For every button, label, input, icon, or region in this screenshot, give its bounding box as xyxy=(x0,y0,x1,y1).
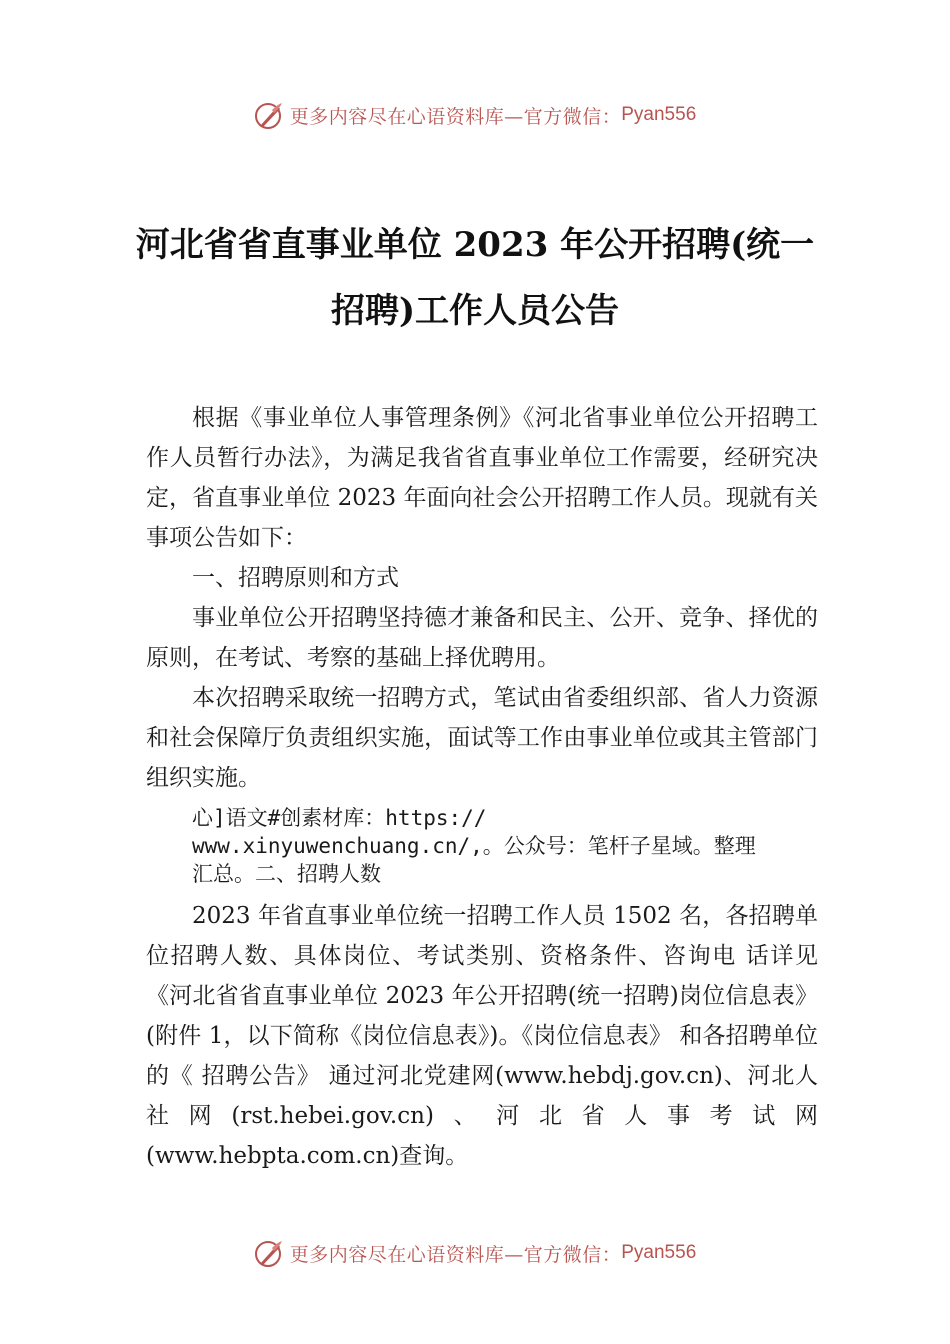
banner-wechat-id: Pyan556 xyxy=(621,1242,697,1263)
header-banner xyxy=(0,95,950,135)
watermark-line-2: www.xinyuwenchuang.cn/,。公众号：笔杆子星域。整理 xyxy=(192,834,756,858)
document-body xyxy=(146,398,818,1176)
paragraph-headcount: 2023 年省直事业单位统一招聘工作人员 1502 名，各招聘单位招聘人数、具体岗位、考试类别、资格条件、咨询电 话详见《河北省省直事业单位 2023 年公开招聘(统一招聘)岗位信息表》(附件 1，以下简称《岗位信息表》)。《岗位信息表》 和各招聘单位的《 招聘公告》 通过河北党建网(www.hebdj.gov.cn)、河北人社网(rst.hebei.gov.cn)、河北省人事考试网(www.hebpta.com.cn)查询。 xyxy=(146,903,818,1169)
paragraph-method: 本次招聘采取统一招聘方式，笔试由省委组织部、省人力资源和社会保障厅负责组织实施，面试等工作由事业单位或其主管部门组织实施。 xyxy=(146,685,818,791)
title-line-2: 招聘)工作人员公告 xyxy=(330,291,620,331)
section-heading-1: 一、招聘原则和方式 xyxy=(192,565,399,591)
banner-text: 更多内容尽在心语资料库—官方微信： xyxy=(289,1243,622,1266)
paragraph-principle: 事业单位公开招聘坚持德才兼备和民主、公开、竞争、择优的原则，在考试、考察的基础上择优聘用。 xyxy=(146,605,818,671)
watermark-line-1: 心]语文#创素材库：https:// xyxy=(192,806,487,830)
watermark-line-3: 汇总。二、招聘人数 xyxy=(192,862,381,886)
banner-text: 更多内容尽在心语资料库—官方微信： xyxy=(289,105,622,128)
watermark-text xyxy=(146,804,818,888)
page-title xyxy=(0,212,950,344)
footer-banner xyxy=(0,1233,950,1273)
quill-pen-logo-icon xyxy=(254,1238,284,1268)
paragraph-intro: 根据《事业单位人事管理条例》《河北省事业单位公开招聘工作人员暂行办法》，为满足我省省直事业单位工作需要，经研究决定，省直事业单位 2023 年面向社会公开招聘工作人员。现就有关事项公告如下： xyxy=(146,405,818,551)
title-line-1: 河北省省直事业单位 2023 年公开招聘(统一 xyxy=(135,225,815,265)
banner-wechat-id: Pyan556 xyxy=(621,104,697,125)
quill-pen-logo-icon xyxy=(254,100,284,130)
